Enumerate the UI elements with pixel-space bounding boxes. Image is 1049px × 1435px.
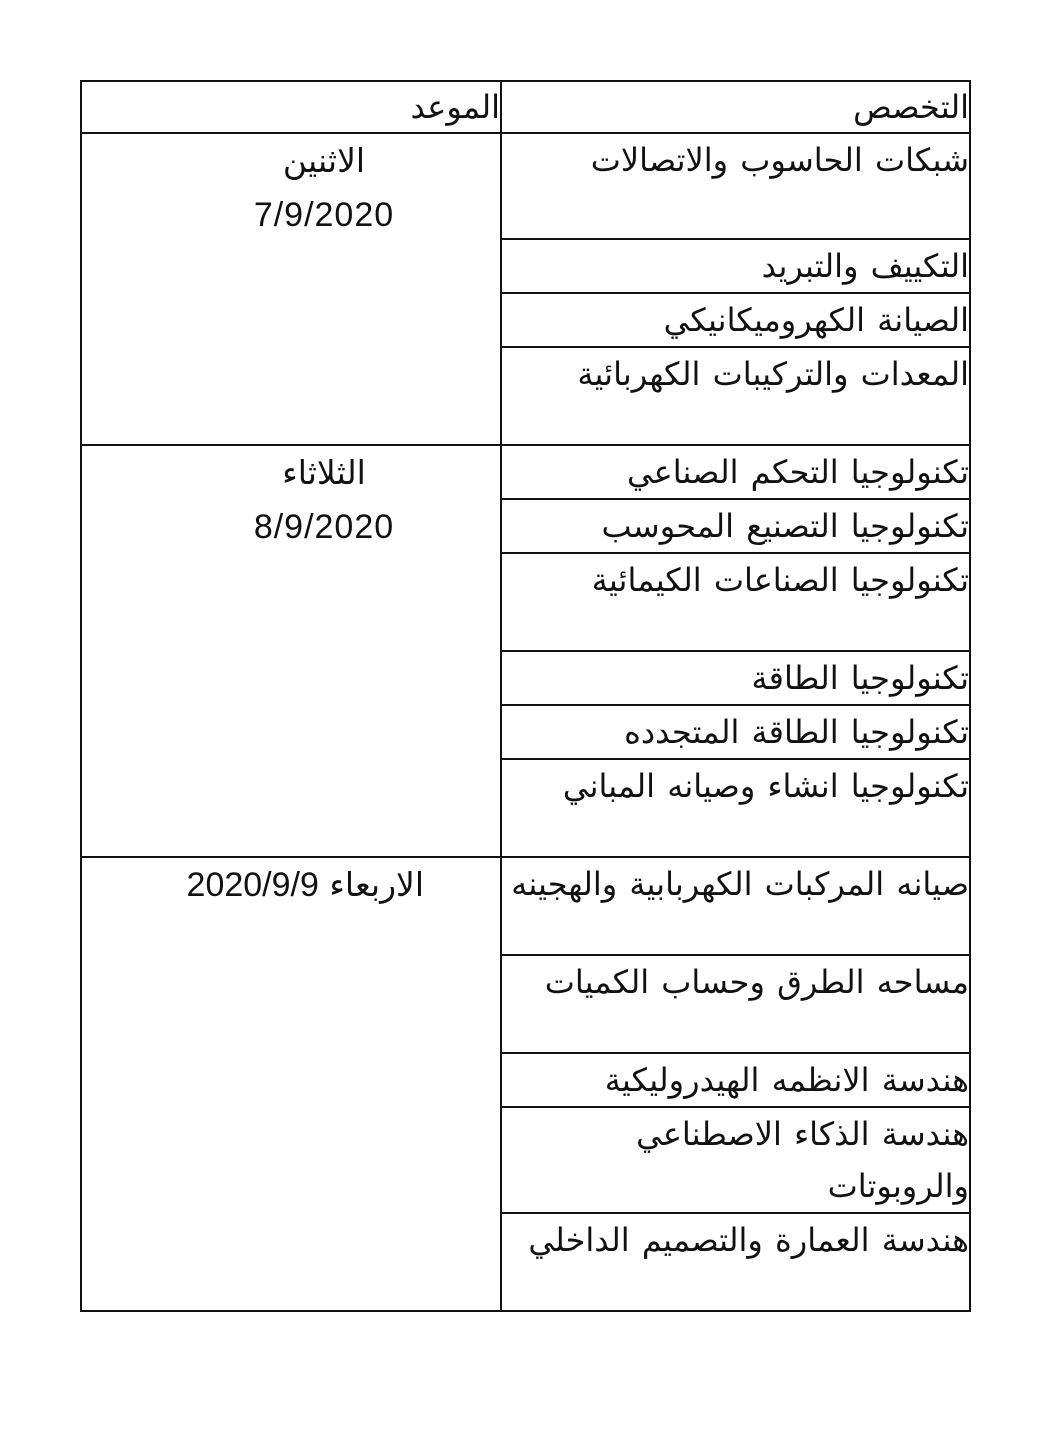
specialty-cell: التكييف والتبريد	[501, 239, 970, 293]
specialty-cell: تكنولوجيا الطاقة المتجدده	[501, 705, 970, 759]
date-cell-wednesday	[81, 857, 501, 1311]
specialty-cell: الصيانة الكهروميكانيكي	[501, 293, 970, 347]
day-label: الاثنين	[282, 141, 366, 180]
date-cell-monday	[81, 133, 501, 445]
specialty-cell: صيانه المركبات الكهربابية والهجينه	[501, 857, 970, 955]
header-date: الموعد	[81, 81, 501, 133]
specialty-cell: تكنولوجيا انشاء وصيانه المباني	[501, 759, 970, 857]
date-block	[82, 858, 500, 912]
schedule-table	[80, 80, 971, 1312]
day-label: الثلاثاء	[282, 453, 366, 492]
header-row	[81, 81, 970, 133]
table-row	[81, 857, 970, 955]
day-label: الاربعاء	[329, 865, 424, 904]
specialty-cell: هندسة العمارة والتصميم الداخلي	[501, 1213, 970, 1311]
specialty-cell: مساحه الطرق وحساب الكميات	[501, 955, 970, 1053]
specialty-cell: تكنولوجيا التحكم الصناعي	[501, 445, 970, 499]
date-cell-tuesday	[81, 445, 501, 857]
date-value: 2020/9/9	[186, 866, 319, 904]
specialty-cell: تكنولوجيا الطاقة	[501, 651, 970, 705]
specialty-cell: شبكات الحاسوب والاتصالات	[501, 133, 970, 239]
specialty-cell: تكنولوجيا التصنيع المحوسب	[501, 499, 970, 553]
specialty-cell: تكنولوجيا الصناعات الكيمائية	[501, 553, 970, 651]
table-row	[81, 133, 970, 239]
date-value: 8/9/2020	[253, 508, 395, 546]
header-specialty: التخصص	[501, 81, 970, 133]
specialty-cell: المعدات والتركيبات الكهربائية	[501, 347, 970, 445]
date-block	[224, 134, 424, 242]
date-block	[224, 446, 424, 554]
specialty-cell: هندسة الانظمه الهيدروليكية	[501, 1053, 970, 1107]
table-row	[81, 445, 970, 499]
specialty-cell: هندسة الذكاء الاصطناعي والروبوتات	[501, 1107, 970, 1213]
date-value: 7/9/2020	[253, 196, 395, 234]
